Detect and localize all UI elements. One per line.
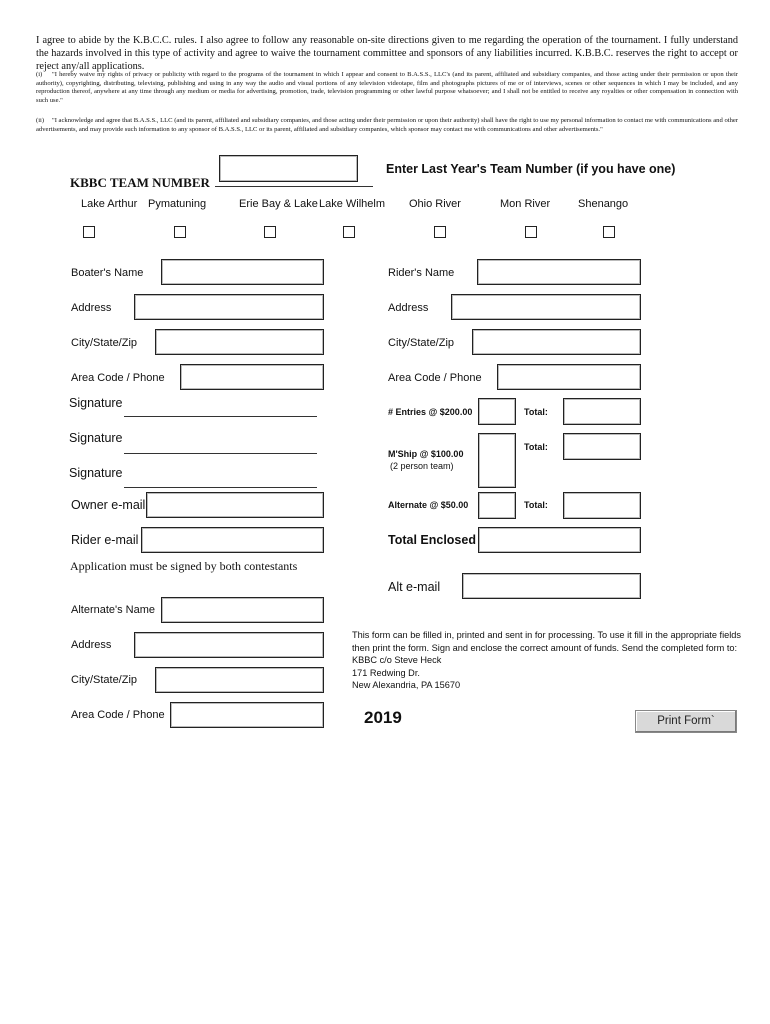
alternate-count-input[interactable]: [478, 492, 516, 519]
boater-phone-label: Area Code / Phone: [71, 372, 165, 384]
lake-label-ohio: Ohio River: [409, 198, 461, 210]
alternate-phone-label: Area Code / Phone: [71, 709, 165, 721]
lake-checkbox-arthur[interactable]: [83, 226, 95, 238]
form-year: 2019: [364, 708, 402, 727]
team-number-underline: [215, 186, 373, 187]
signature-line-2[interactable]: [124, 453, 317, 454]
alternate-name-label: Alternate's Name: [71, 604, 156, 616]
rider-city-label: City/State/Zip: [388, 337, 455, 349]
alt-email-label: Alt e-mail: [388, 580, 441, 594]
lake-checkbox-mon[interactable]: [525, 226, 537, 238]
agreement-text: I agree to abide by the K.B.C.C. rules. I also agree to follow any reasonable on-site directions given to me regarding the operation of the tournament. I fully understand the hazards involved in this type of activity and agree to waive the tournament committee and sponsors of any liabilities incurred. K.B.B.C. reserves the right to accept or reject any/all applications.: [36, 35, 738, 72]
team-number-title: KBBC TEAM NUMBER: [70, 175, 210, 190]
lake-checkbox-wilhelm[interactable]: [343, 226, 355, 238]
boater-city-label: City/State/Zip: [71, 337, 138, 349]
alternate-address-input[interactable]: [134, 632, 324, 658]
boater-address-input[interactable]: [134, 294, 324, 320]
information-clause: [36, 117, 738, 134]
lake-label-wilhelm: Lake Wilhelm: [319, 198, 386, 210]
total-enclosed-label: Total Enclosed: [388, 533, 476, 547]
rider-city-input[interactable]: [472, 329, 641, 355]
signature-label-3: Signature: [69, 466, 123, 480]
lake-checkbox-erie[interactable]: [264, 226, 276, 238]
alternate-total-label: Total:: [524, 500, 548, 510]
membership-total-input[interactable]: [563, 433, 641, 460]
print-form-button[interactable]: Print Form`: [635, 710, 737, 733]
alternate-name-input[interactable]: [161, 597, 324, 623]
entries-total-label: Total:: [524, 407, 548, 417]
rider-phone-input[interactable]: [497, 364, 641, 390]
rider-phone-label: Area Code / Phone: [388, 372, 482, 384]
rider-name-input[interactable]: [477, 259, 641, 285]
mailing-street: 171 Redwing Dr.: [352, 667, 420, 678]
privacy-clause-number: (i): [36, 71, 43, 78]
alternate-phone-input[interactable]: [170, 702, 324, 728]
alt-email-input[interactable]: [462, 573, 641, 599]
lake-label-erie: Erie Bay & Lake: [239, 198, 318, 210]
rider-name-label: Rider's Name: [388, 267, 455, 279]
alternate-total-input[interactable]: [563, 492, 641, 519]
alternate-fee-label: Alternate @ $50.00: [388, 500, 469, 510]
alternate-city-label: City/State/Zip: [71, 674, 138, 686]
application-note: Application must be signed by both contestants: [70, 559, 298, 573]
team-number-input[interactable]: [219, 155, 358, 182]
boater-phone-input[interactable]: [180, 364, 324, 390]
owner-email-input[interactable]: [146, 492, 324, 518]
boater-name-input[interactable]: [161, 259, 324, 285]
membership-fee-sublabel: (2 person team): [390, 461, 454, 471]
privacy-clause-text: "I hereby waive my rights of privacy or publicity with regard to the programs of the tournament in which I appear and consent to B.A.S.S., LLC's (and its parent, affiliated and subsidiary companies, and those acting under their permission or upon their authority), copyrighting, distributing, televising, publishing and using in any way the audio and visual portions of any television videotape, film and photographs pictures of me or of interviews, scenes or other sequences in which I may be included, and any reproduction thereof, anywhere at any time through any medium or media for advertising, promotion, trade, television programming or other lawful purpose whatsoever; and I shall not be entitled to receive any royalties or other compensation in connection with such use.": [36, 71, 738, 104]
alternate-city-input[interactable]: [155, 667, 324, 693]
membership-total-label: Total:: [524, 442, 548, 452]
information-clause-number: (ii): [36, 117, 45, 124]
information-clause-text: "I acknowledge and agree that B.A.S.S., LLC (and its parent, affiliated and subsidiary companies, and those acting under their permission or upon their authority) shall have the right to use my personal information to contact me with communications and other advertisements, and may provide such information to any sponsor of B.A.S.S., LLC or its parent, affiliated and subsidiary companies, which sponsor may contact me with communications and other advertisements.": [36, 117, 738, 133]
last-year-team-label: Enter Last Year's Team Number (if you have one): [386, 162, 676, 176]
boater-name-label: Boater's Name: [71, 267, 144, 279]
total-enclosed-input[interactable]: [478, 527, 641, 553]
boater-address-label: Address: [71, 302, 112, 314]
mailing-name: KBBC c/o Steve Heck: [352, 655, 442, 665]
mailing-city: New Alexandria, PA 15670: [352, 680, 461, 690]
rider-address-input[interactable]: [451, 294, 641, 320]
lake-checkbox-shenango[interactable]: [603, 226, 615, 238]
lake-label-pymatuning: Pymatuning: [148, 198, 207, 210]
signature-label-2: Signature: [69, 431, 123, 445]
entries-total-input[interactable]: [563, 398, 641, 425]
signature-label-1: Signature: [69, 396, 123, 410]
lake-label-shenango: Shenango: [578, 198, 629, 210]
instructions-text: This form can be filled in, printed and sent in for processing. To use it fill in the appropriate fields then print the form. Sign and enclose the correct amount of funds. Send the completed form to:: [352, 630, 741, 653]
lake-label-mon: Mon River: [500, 198, 551, 210]
membership-fee-label: M'Ship @ $100.00: [388, 449, 464, 459]
lake-checkbox-pymatuning[interactable]: [174, 226, 186, 238]
membership-count-input[interactable]: [478, 433, 516, 488]
privacy-clause: [36, 71, 738, 105]
lake-checkbox-ohio[interactable]: [434, 226, 446, 238]
entries-fee-label: # Entries @ $200.00: [388, 407, 473, 417]
rider-email-input[interactable]: [141, 527, 324, 553]
instructions-block: [352, 629, 747, 692]
rider-email-label: Rider e-mail: [71, 533, 139, 547]
lake-label-arthur: Lake Arthur: [81, 198, 138, 210]
alternate-address-label: Address: [71, 639, 112, 651]
owner-email-label: Owner e-mail: [71, 498, 146, 512]
rider-address-label: Address: [388, 302, 429, 314]
entries-count-input[interactable]: [478, 398, 516, 425]
boater-city-input[interactable]: [155, 329, 324, 355]
signature-line-1[interactable]: [124, 416, 317, 417]
signature-line-3[interactable]: [124, 487, 317, 488]
